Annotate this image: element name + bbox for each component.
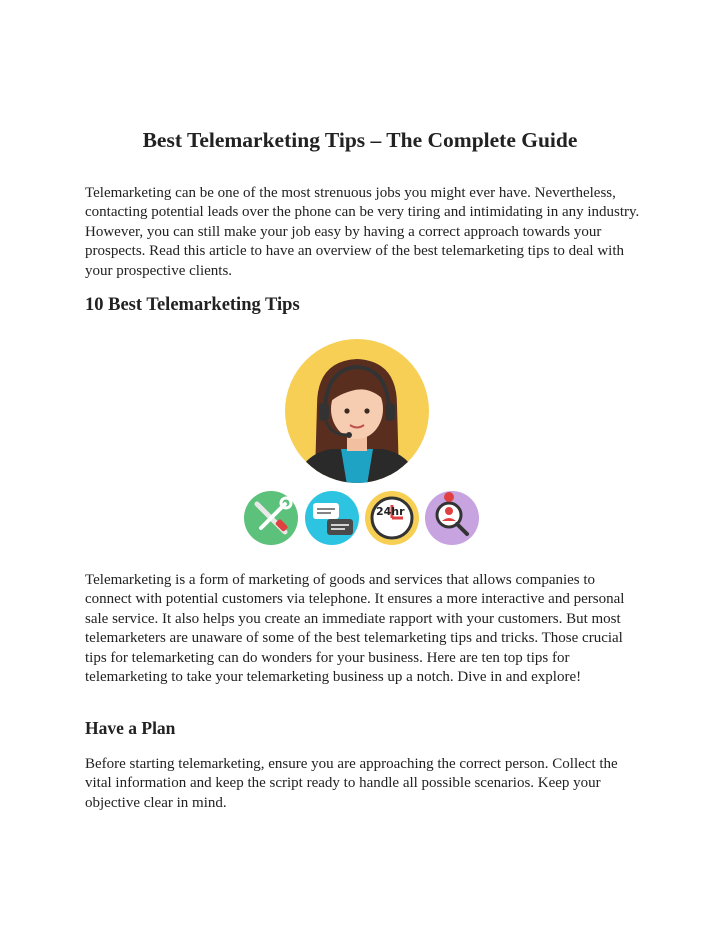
tools-icon [244, 491, 298, 545]
24hr-clock-icon [365, 491, 419, 545]
clock-label: 24hr [376, 505, 405, 518]
telemarketer-illustration [231, 325, 489, 560]
search-person-icon [425, 491, 479, 545]
subheading-have-a-plan: Have a Plan [85, 718, 176, 738]
section-body-paragraph: Telemarketing is a form of marketing of goods and services that allows companies to connect with potential customers via telephone. It ensures a more interactive and personal sale service. It also helps you create an immediate rapport with your customers. But most telemarketers are unaware of some of the best telemarketing tips and tricks. Those crucial tips for telemarketing can do wonders for your business. Here are ten top tips for telemarketing to take your telemarketing business up a notch. Dive in and explore! [85, 572, 625, 686]
intro-paragraph: Telemarketing can be one of the most strenuous jobs you might ever have. Nevertheless, contacting potential leads over the phone can be very tiring and intimidating in any industry. However, you can still make your job easy by having a correct approach towards your prospects. Read this article to have an overview of the best telemarketing tips to deal with your prospective clients. [85, 185, 640, 279]
telemarketer-avatar-icon [285, 339, 429, 495]
page-title: Best Telemarketing Tips – The Complete Guide [142, 128, 578, 152]
subheading-body-paragraph: Before starting telemarketing, ensure you are approaching the correct person. Collect the vital information and keep the script ready to handle all possible scenarios. Keep your objective clear in mind. [85, 756, 618, 811]
section-heading: 10 Best Telemarketing Tips [85, 295, 300, 315]
chat-bubbles-icon [305, 491, 359, 545]
